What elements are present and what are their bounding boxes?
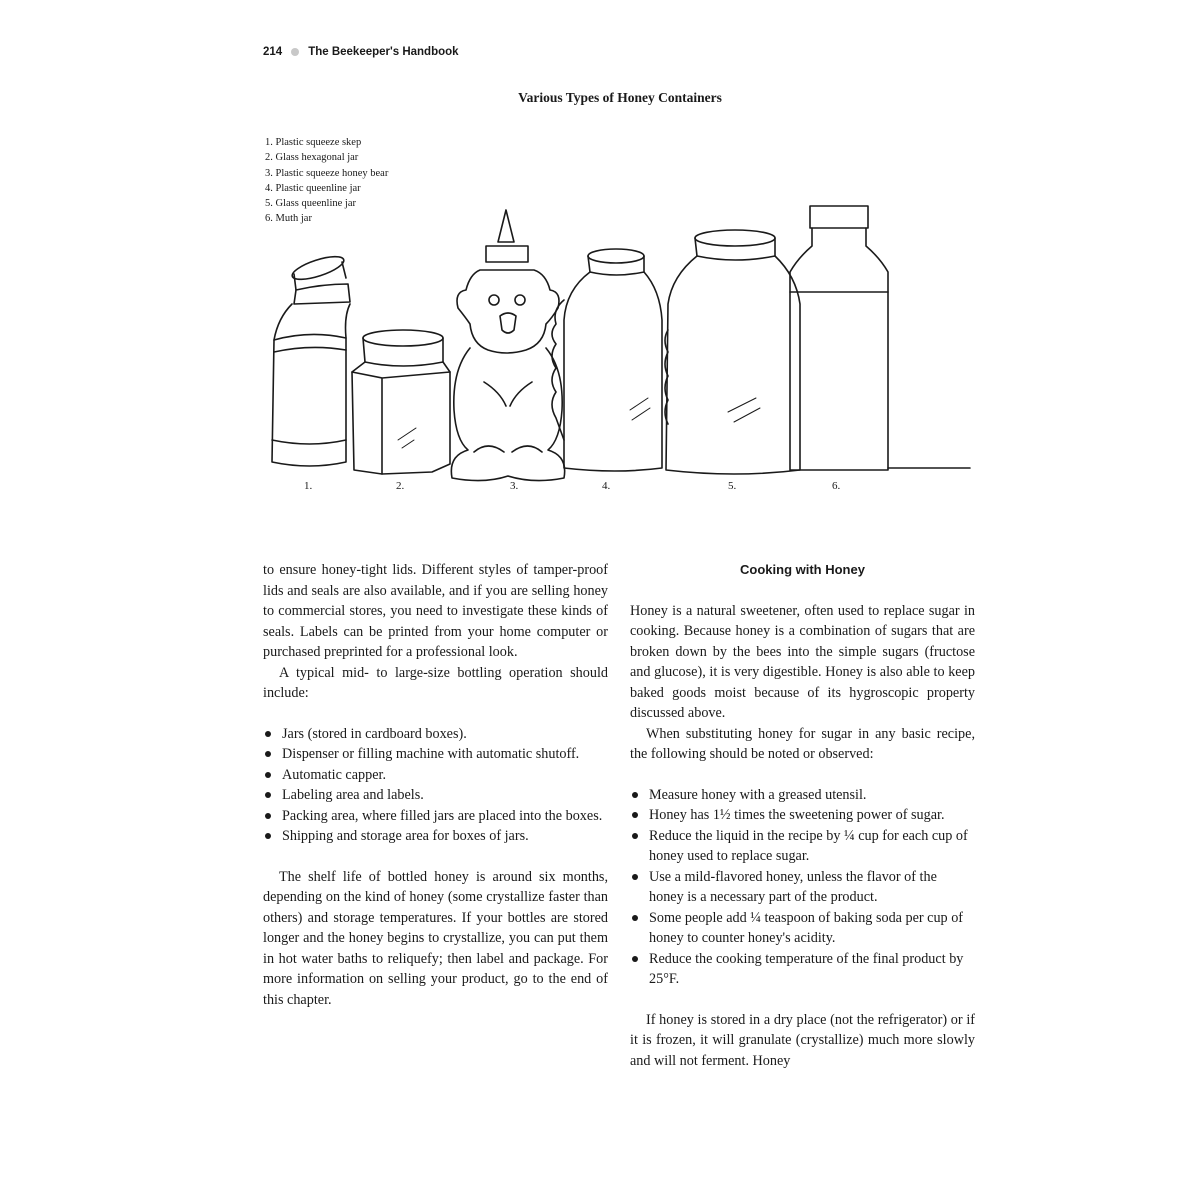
list-item: Reduce the cooking temperature of the final product by 25°F. xyxy=(630,949,975,990)
plastic-queenline-jar-drawing xyxy=(552,249,662,471)
hexagonal-jar-drawing xyxy=(352,330,450,474)
paragraph: to ensure honey-tight lids. Different styles of tamper-proof lids and seals are also available, and if you are selling honey to commercial stores, you need to investigate these kinds of seals. Labels can be printed from your home computer or purchased preprinted for a professional look. xyxy=(263,562,608,660)
section-heading: Cooking with Honey xyxy=(740,562,865,577)
paragraph: The shelf life of bottled honey is around six months, depending on the kind of honey (some crystallize faster than others) and storage temperatures. If your bottles are stored longer and the honey begins to crystallize, you can put them in hot water baths to reliquefy; then label and package. For more information on selling your product, go to the end of this chapter. xyxy=(263,868,608,1008)
figure-number: 6. xyxy=(832,480,841,492)
list-item: Packing area, where filled jars are placed into the boxes. xyxy=(263,806,608,827)
figure-title: Various Types of Honey Containers xyxy=(518,90,722,105)
legend-item: 1. Plastic squeeze skep xyxy=(265,137,362,148)
honey-bear-drawing xyxy=(451,210,564,481)
list-item: Honey has 1½ times the sweetening power of sugar. xyxy=(630,805,975,826)
glass-queenline-jar-drawing xyxy=(665,230,800,474)
legend-item: 4. Plastic queenline jar xyxy=(265,182,361,194)
substitution-tips-list xyxy=(630,785,975,990)
legend-item: 3. Plastic squeeze honey bear xyxy=(265,167,389,179)
list-item: Automatic capper. xyxy=(263,765,608,786)
legend-item: 6. Muth jar xyxy=(265,213,312,225)
book-title: The Beekeeper's Handbook xyxy=(308,46,459,58)
figure-number: 4. xyxy=(602,480,611,492)
figure-number: 2. xyxy=(396,480,405,492)
right-column xyxy=(630,560,975,1071)
list-item: Jars (stored in cardboard boxes). xyxy=(263,724,608,745)
bottling-equipment-list xyxy=(263,724,608,847)
list-item: Use a mild-flavored honey, unless the flavor of the honey is a necessary part of the product. xyxy=(630,867,975,908)
paragraph: Honey is a natural sweetener, often used to replace sugar in cooking. Because honey is a combination of sugars that are broken down by the bees into the simple sugars (fructose and glucose), it is very digestible. Honey is also able to keep baked goods moist because of its hygroscopic property discussed above. xyxy=(630,602,975,721)
list-item: Labeling area and labels. xyxy=(263,785,608,806)
squeeze-skep-drawing xyxy=(272,252,350,466)
muth-jar-drawing xyxy=(790,206,970,470)
page-number: 214 xyxy=(263,46,283,58)
figure-number: 5. xyxy=(728,480,737,492)
legend-item: 5. Glass queenline jar xyxy=(265,198,356,210)
figure-number: 3. xyxy=(510,480,519,492)
list-item: Reduce the liquid in the recipe by ¼ cup for each cup of honey used to replace sugar. xyxy=(630,826,975,867)
figure-number: 1. xyxy=(304,480,313,492)
paragraph: If honey is stored in a dry place (not the refrigerator) or if it is frozen, it will granulate (crystallize) much more slowly and will not ferment. Honey xyxy=(630,1011,975,1069)
list-item: Measure honey with a greased utensil. xyxy=(630,785,975,806)
list-item: Some people add ¼ teaspoon of baking soda per cup of honey to counter honey's acidity. xyxy=(630,908,975,949)
honey-containers-illustration xyxy=(0,0,1200,520)
left-column xyxy=(263,560,608,1010)
paragraph: When substituting honey for sugar in any basic recipe, the following should be noted or observed: xyxy=(630,725,975,762)
list-item: Dispenser or filling machine with automatic shutoff. xyxy=(263,744,608,765)
legend-item: 2. Glass hexagonal jar xyxy=(265,152,359,164)
paragraph: A typical mid- to large-size bottling operation should include: xyxy=(263,664,608,701)
list-item: Shipping and storage area for boxes of jars. xyxy=(263,826,608,847)
